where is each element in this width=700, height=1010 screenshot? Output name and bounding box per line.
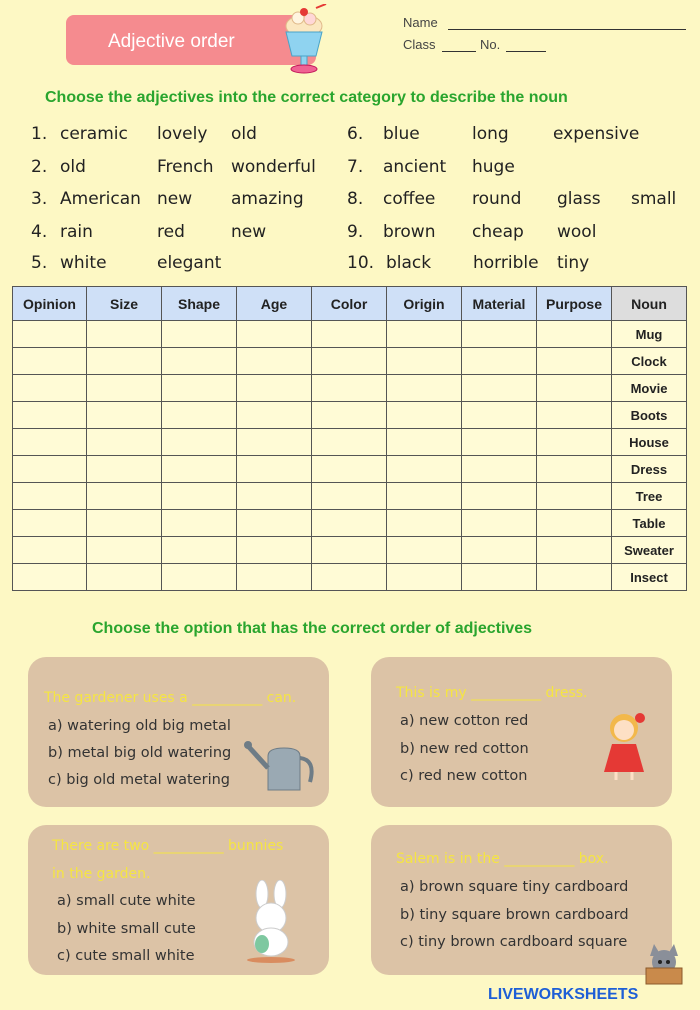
word[interactable]: red bbox=[157, 222, 185, 242]
drop-cell-color[interactable] bbox=[312, 537, 387, 564]
drop-cell-opinion[interactable] bbox=[13, 429, 87, 456]
drop-cell-size[interactable] bbox=[87, 564, 162, 591]
noun-cell: House bbox=[612, 429, 687, 456]
category-table bbox=[12, 286, 687, 591]
drop-cell-origin[interactable] bbox=[387, 564, 462, 591]
page-title: Adjective order bbox=[108, 31, 235, 52]
word-num: 1. bbox=[31, 124, 48, 144]
table-row bbox=[13, 564, 687, 591]
header-opinion: Opinion bbox=[13, 287, 87, 321]
answer-option[interactable]: b) metal big old watering bbox=[48, 745, 232, 761]
word-num: 10. bbox=[347, 253, 375, 273]
class-label: Class bbox=[403, 37, 436, 52]
header-origin: Origin bbox=[387, 287, 462, 321]
word-num: 5. bbox=[31, 253, 48, 273]
drop-cell-age[interactable] bbox=[237, 564, 312, 591]
drop-cell-origin[interactable] bbox=[387, 456, 462, 483]
drop-cell-material[interactable] bbox=[462, 537, 537, 564]
word[interactable]: glass bbox=[557, 189, 601, 209]
no-field[interactable] bbox=[506, 51, 546, 52]
drop-cell-age[interactable] bbox=[237, 402, 312, 429]
drop-cell-shape[interactable] bbox=[162, 483, 237, 510]
drop-cell-shape[interactable] bbox=[162, 537, 237, 564]
drop-cell-age[interactable] bbox=[237, 429, 312, 456]
drop-cell-opinion[interactable] bbox=[13, 348, 87, 375]
word-num: 4. bbox=[31, 222, 48, 242]
drop-cell-origin[interactable] bbox=[387, 321, 462, 348]
name-label: Name bbox=[403, 15, 438, 30]
word[interactable]: American bbox=[60, 189, 141, 209]
word[interactable]: horrible bbox=[473, 253, 539, 273]
word[interactable]: expensive bbox=[553, 124, 640, 144]
word[interactable]: elegant bbox=[157, 253, 222, 273]
drop-cell-color[interactable] bbox=[312, 429, 387, 456]
name-field[interactable] bbox=[448, 29, 686, 30]
drop-cell-shape[interactable] bbox=[162, 564, 237, 591]
answer-option[interactable]: b) white small cute bbox=[57, 921, 196, 937]
table-row bbox=[13, 321, 687, 348]
drop-cell-opinion[interactable] bbox=[13, 537, 87, 564]
table-row bbox=[13, 510, 687, 537]
word[interactable]: round bbox=[472, 189, 522, 209]
drop-cell-size[interactable] bbox=[87, 402, 162, 429]
watering-can-icon bbox=[244, 738, 322, 796]
drop-cell-opinion[interactable] bbox=[13, 402, 87, 429]
drop-cell-size[interactable] bbox=[87, 348, 162, 375]
word[interactable]: ancient bbox=[383, 157, 447, 177]
drop-cell-age[interactable] bbox=[237, 321, 312, 348]
drop-cell-age[interactable] bbox=[237, 483, 312, 510]
word[interactable]: small bbox=[631, 189, 677, 209]
drop-cell-material[interactable] bbox=[462, 564, 537, 591]
drop-cell-origin[interactable] bbox=[387, 375, 462, 402]
liveworksheets-logo: LIVEWORKSHEETS bbox=[488, 986, 639, 1003]
girl-icon bbox=[596, 708, 652, 782]
word[interactable]: huge bbox=[472, 157, 515, 177]
drop-cell-material[interactable] bbox=[462, 348, 537, 375]
no-label: No. bbox=[480, 37, 501, 52]
word-num: 2. bbox=[31, 157, 48, 177]
noun-cell: Clock bbox=[612, 348, 687, 375]
question-prompt: The gardener uses a __________ can. bbox=[44, 690, 297, 706]
drop-cell-shape[interactable] bbox=[162, 456, 237, 483]
drop-cell-opinion[interactable] bbox=[13, 321, 87, 348]
drop-cell-origin[interactable] bbox=[387, 348, 462, 375]
question-prompt: This is my __________ dress. bbox=[396, 685, 588, 701]
table-row bbox=[13, 456, 687, 483]
drop-cell-origin[interactable] bbox=[387, 537, 462, 564]
sundae-icon bbox=[272, 4, 336, 78]
drop-cell-origin[interactable] bbox=[387, 510, 462, 537]
drop-cell-purpose[interactable] bbox=[537, 456, 612, 483]
word[interactable]: white bbox=[60, 253, 107, 273]
drop-cell-color[interactable] bbox=[312, 510, 387, 537]
table-row bbox=[13, 483, 687, 510]
noun-cell: Boots bbox=[612, 402, 687, 429]
drop-cell-size[interactable] bbox=[87, 375, 162, 402]
word[interactable]: new bbox=[231, 222, 267, 242]
drop-cell-shape[interactable] bbox=[162, 375, 237, 402]
answer-option[interactable]: c) red new cotton bbox=[400, 768, 528, 784]
question-prompt: Salem is in the __________ box. bbox=[396, 851, 609, 867]
table-row bbox=[13, 375, 687, 402]
drop-cell-purpose[interactable] bbox=[537, 348, 612, 375]
answer-option[interactable]: a) small cute white bbox=[57, 893, 196, 909]
drop-cell-color[interactable] bbox=[312, 348, 387, 375]
question-card-4 bbox=[371, 825, 672, 975]
drop-cell-color[interactable] bbox=[312, 375, 387, 402]
noun-cell: Dress bbox=[612, 456, 687, 483]
drop-cell-size[interactable] bbox=[87, 321, 162, 348]
drop-cell-material[interactable] bbox=[462, 402, 537, 429]
drop-cell-size[interactable] bbox=[87, 456, 162, 483]
word[interactable]: ceramic bbox=[60, 124, 128, 144]
drop-cell-opinion[interactable] bbox=[13, 510, 87, 537]
drop-cell-age[interactable] bbox=[237, 348, 312, 375]
word[interactable]: lovely bbox=[157, 124, 208, 144]
answer-option[interactable]: a) brown square tiny cardboard bbox=[400, 879, 629, 895]
drop-cell-color[interactable] bbox=[312, 483, 387, 510]
word[interactable]: old bbox=[231, 124, 257, 144]
word[interactable]: black bbox=[386, 253, 432, 273]
drop-cell-purpose[interactable] bbox=[537, 510, 612, 537]
word[interactable]: brown bbox=[383, 222, 436, 242]
header-purpose: Purpose bbox=[537, 287, 612, 321]
drop-cell-age[interactable] bbox=[237, 456, 312, 483]
drop-cell-shape[interactable] bbox=[162, 321, 237, 348]
question-prompt-line1: There are two __________ bunnies bbox=[52, 838, 284, 854]
word[interactable]: wonderful bbox=[231, 157, 316, 177]
table-row bbox=[13, 429, 687, 456]
drop-cell-origin[interactable] bbox=[387, 483, 462, 510]
word[interactable]: blue bbox=[383, 124, 420, 144]
instruction-part1: Choose the adjectives into the correct category to describe the noun bbox=[45, 89, 568, 106]
word-num: 7. bbox=[347, 157, 364, 177]
word[interactable]: new bbox=[157, 189, 193, 209]
answer-option[interactable]: a) watering old big metal bbox=[48, 718, 231, 734]
drop-cell-material[interactable] bbox=[462, 375, 537, 402]
drop-cell-size[interactable] bbox=[87, 429, 162, 456]
drop-cell-origin[interactable] bbox=[387, 429, 462, 456]
drop-cell-color[interactable] bbox=[312, 456, 387, 483]
word[interactable]: coffee bbox=[383, 189, 436, 209]
word[interactable]: rain bbox=[60, 222, 93, 242]
drop-cell-color[interactable] bbox=[312, 564, 387, 591]
cat-in-box-icon bbox=[640, 942, 688, 986]
drop-cell-material[interactable] bbox=[462, 456, 537, 483]
drop-cell-material[interactable] bbox=[462, 429, 537, 456]
drop-cell-origin[interactable] bbox=[387, 402, 462, 429]
drop-cell-opinion[interactable] bbox=[13, 456, 87, 483]
instruction-part2: Choose the option that has the correct order of adjectives bbox=[92, 620, 533, 637]
table-row bbox=[13, 402, 687, 429]
drop-cell-shape[interactable] bbox=[162, 510, 237, 537]
question-prompt-line2: in the garden. bbox=[52, 866, 151, 882]
word[interactable]: tiny bbox=[557, 253, 590, 273]
drop-cell-purpose[interactable] bbox=[537, 375, 612, 402]
word-num: 6. bbox=[347, 124, 364, 144]
drop-cell-shape[interactable] bbox=[162, 402, 237, 429]
word[interactable]: long bbox=[472, 124, 509, 144]
noun-cell: Sweater bbox=[612, 537, 687, 564]
header-age: Age bbox=[237, 287, 312, 321]
drop-cell-purpose[interactable] bbox=[537, 537, 612, 564]
word[interactable]: old bbox=[60, 157, 86, 177]
answer-option[interactable]: c) tiny brown cardboard square bbox=[400, 934, 628, 950]
drop-cell-age[interactable] bbox=[237, 510, 312, 537]
drop-cell-material[interactable] bbox=[462, 510, 537, 537]
word-num: 9. bbox=[347, 222, 364, 242]
drop-cell-age[interactable] bbox=[237, 537, 312, 564]
drop-cell-purpose[interactable] bbox=[537, 483, 612, 510]
drop-cell-purpose[interactable] bbox=[537, 402, 612, 429]
noun-cell: Insect bbox=[612, 564, 687, 591]
drop-cell-size[interactable] bbox=[87, 510, 162, 537]
drop-cell-color[interactable] bbox=[312, 321, 387, 348]
drop-cell-age[interactable] bbox=[237, 375, 312, 402]
drop-cell-size[interactable] bbox=[87, 483, 162, 510]
drop-cell-material[interactable] bbox=[462, 483, 537, 510]
header-material: Material bbox=[462, 287, 537, 321]
answer-option[interactable]: b) tiny square brown cardboard bbox=[400, 907, 629, 923]
drop-cell-size[interactable] bbox=[87, 537, 162, 564]
word-num: 3. bbox=[31, 189, 48, 209]
drop-cell-purpose[interactable] bbox=[537, 429, 612, 456]
header-color: Color bbox=[312, 287, 387, 321]
noun-cell: Mug bbox=[612, 321, 687, 348]
table-row bbox=[13, 348, 687, 375]
bunny-icon bbox=[240, 880, 302, 964]
class-field[interactable] bbox=[442, 51, 476, 52]
table-row bbox=[13, 537, 687, 564]
answer-option[interactable]: a) new cotton red bbox=[400, 713, 529, 729]
header-noun: Noun bbox=[612, 287, 687, 321]
word-num: 8. bbox=[347, 189, 364, 209]
answer-option[interactable]: c) cute small white bbox=[57, 948, 195, 964]
drop-cell-opinion[interactable] bbox=[13, 483, 87, 510]
word[interactable]: amazing bbox=[231, 189, 304, 209]
word[interactable]: cheap bbox=[472, 222, 524, 242]
drop-cell-material[interactable] bbox=[462, 321, 537, 348]
drop-cell-shape[interactable] bbox=[162, 429, 237, 456]
answer-option[interactable]: b) new red cotton bbox=[400, 741, 529, 757]
word[interactable]: wool bbox=[557, 222, 597, 242]
noun-cell: Tree bbox=[612, 483, 687, 510]
drop-cell-opinion[interactable] bbox=[13, 375, 87, 402]
drop-cell-opinion[interactable] bbox=[13, 564, 87, 591]
drop-cell-purpose[interactable] bbox=[537, 321, 612, 348]
noun-cell: Table bbox=[612, 510, 687, 537]
word[interactable]: French bbox=[157, 157, 214, 177]
drop-cell-purpose[interactable] bbox=[537, 564, 612, 591]
header-shape: Shape bbox=[162, 287, 237, 321]
drop-cell-color[interactable] bbox=[312, 402, 387, 429]
header-size: Size bbox=[87, 287, 162, 321]
table-header-row bbox=[13, 287, 687, 321]
answer-option[interactable]: c) big old metal watering bbox=[48, 772, 230, 788]
drop-cell-shape[interactable] bbox=[162, 348, 237, 375]
noun-cell: Movie bbox=[612, 375, 687, 402]
